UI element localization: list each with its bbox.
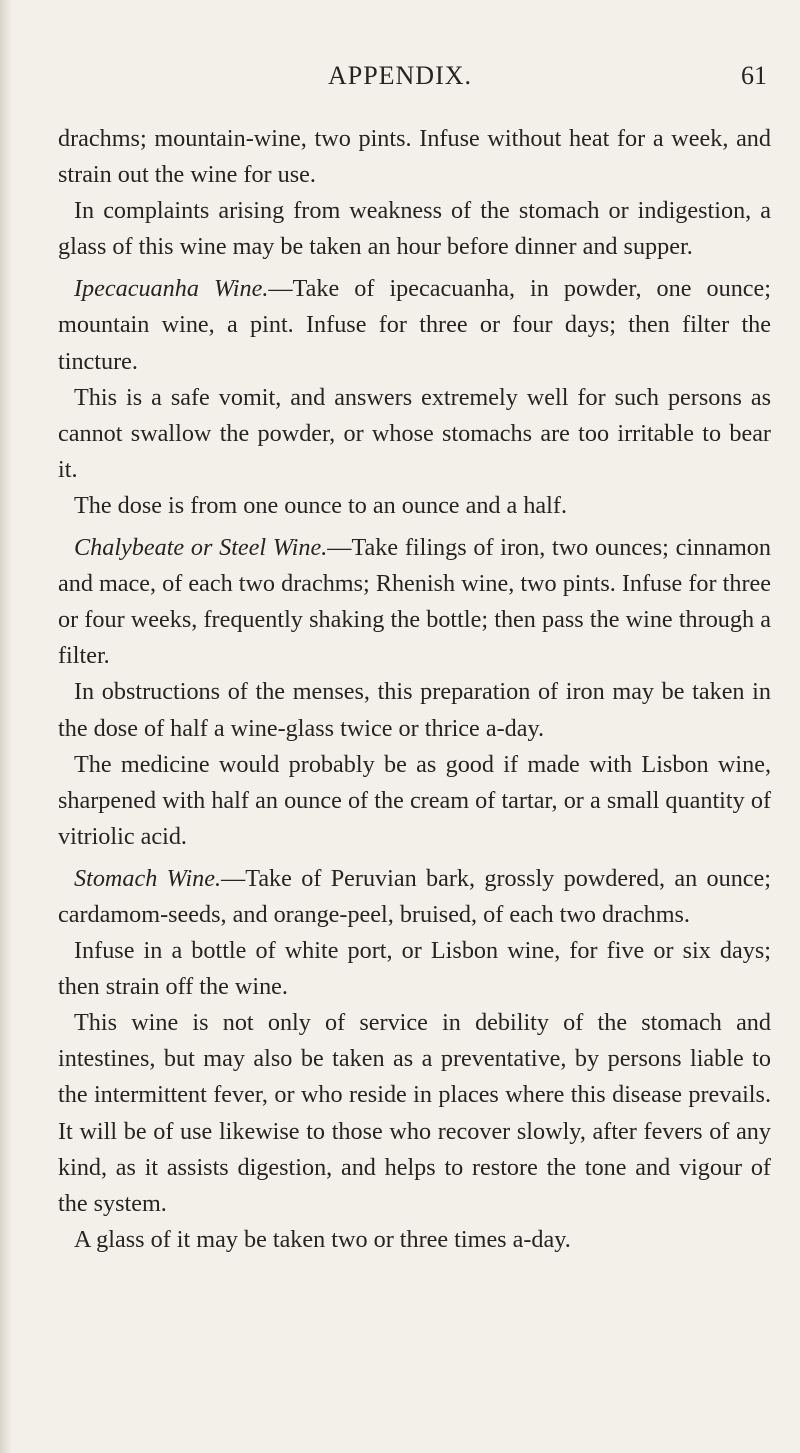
paragraph	[58, 380, 771, 488]
paragraph	[58, 1005, 771, 1222]
paragraph	[58, 933, 771, 1005]
page-number: 61	[741, 61, 767, 90]
paragraph-text: —Take filings of iron, two ounces; cinnamon and mace, of each two drachms; Rhenish wine, two pints. Infuse for three or four weeks, frequently shaking the bottle; then pass the wine through a filter.	[58, 534, 771, 670]
body-text	[58, 121, 771, 1258]
paragraph-text: The dose is from one ounce to an ounce and a half.	[74, 491, 567, 519]
recipe-title: Stomach Wine.	[74, 864, 222, 892]
paragraph	[58, 674, 771, 746]
recipe-title: Chalybeate or Steel Wine.	[74, 534, 328, 562]
paragraph-text: In complaints arising from weakness of the stomach or indigestion, a glass of this wine may be taken an hour before dinner and supper.	[58, 197, 771, 261]
paragraph-text: —Take of ipecacuanha, in powder, one ounce; mountain wine, a pint. Infuse for three or four days; then filter the tincture.	[58, 275, 771, 375]
paragraph	[58, 488, 771, 524]
paragraph-text: The medicine would probably be as good if made with Lisbon wine, sharpened with half an ounce of the cream of tartar, or a small quantity of vitriolic acid.	[58, 750, 771, 850]
paragraph	[58, 193, 771, 265]
paragraph-text: A glass of it may be taken two or three times a-day.	[74, 1225, 571, 1253]
paragraph-text: This is a safe vomit, and answers extremely well for such persons as cannot swallow the powder, or whose stomachs are too irritable to bear it.	[58, 383, 771, 483]
recipe-stomach-wine	[58, 861, 771, 933]
paragraph-text: Infuse in a bottle of white port, or Lisbon wine, for five or six days; then strain off the wine.	[58, 937, 771, 1001]
paragraph	[58, 747, 771, 855]
running-head: APPENDIX.	[327, 61, 473, 90]
paragraph-text: This wine is not only of service in debility of the stomach and intestines, but may also be taken as a preventative, by persons liable to the intermittent fever, or who reside in places where this disease prevails. It will be of use likewise to those who recover slowly, after fevers of any kind, as it assists digestion, and helps to restore the tone and vigour of the system.	[58, 1009, 771, 1217]
paragraph-text: —Take of Peruvian bark, grossly powdered, an ounce; cardamom-seeds, and orange-peel, bruised, of each two drachms.	[58, 864, 771, 928]
page-gutter-shadow	[0, 0, 12, 1453]
page-header	[0, 61, 800, 95]
recipe-chalybeate-wine	[58, 530, 771, 674]
paragraph	[58, 1222, 771, 1258]
paragraph-text: In obstructions of the menses, this preparation of iron may be taken in the dose of half a wine-glass twice or thrice a-day.	[58, 678, 771, 742]
paragraph-text: drachms; mountain-wine, two pints. Infuse without heat for a week, and strain out the wine for use.	[58, 125, 771, 189]
recipe-ipecacuanha-wine	[58, 271, 771, 379]
paragraph-continuation	[58, 121, 771, 193]
recipe-title: Ipecacuanha Wine.	[74, 275, 269, 303]
